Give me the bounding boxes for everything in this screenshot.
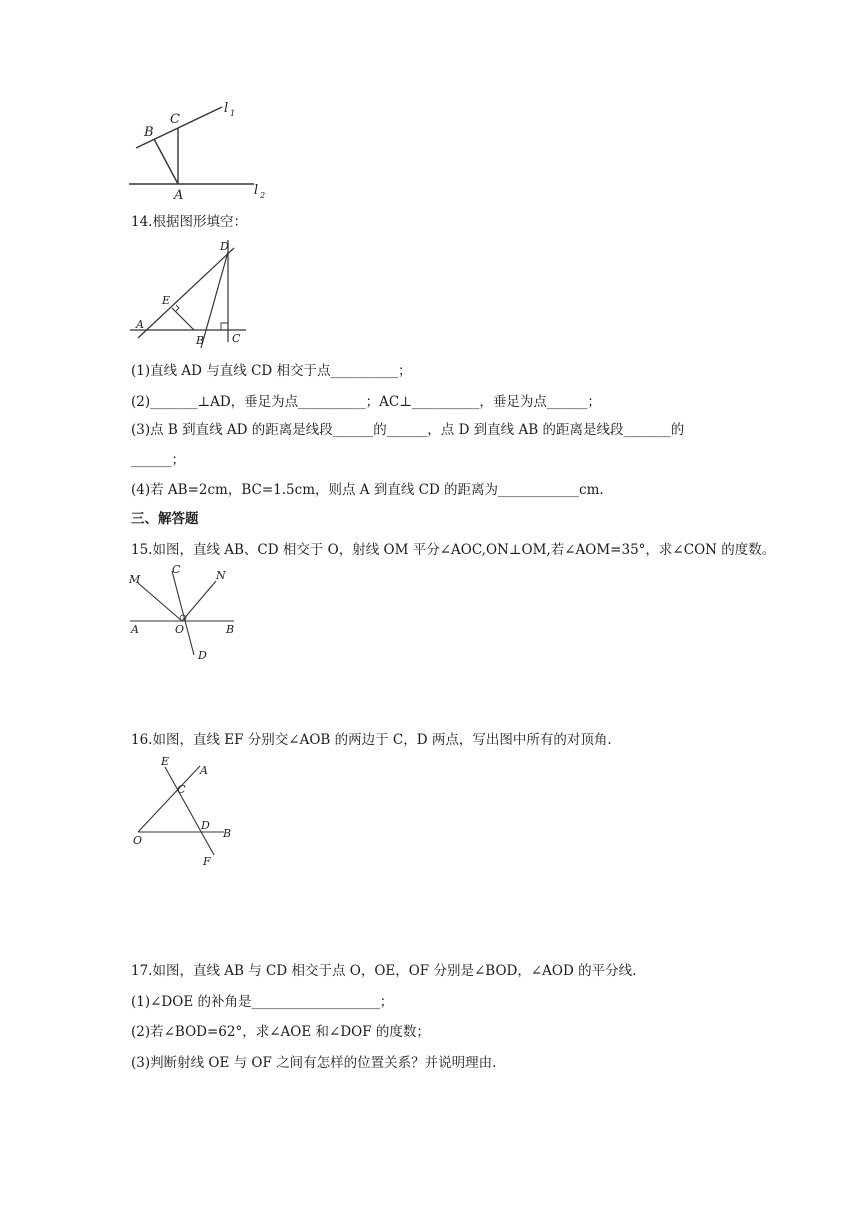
label-l2: l (254, 183, 259, 198)
line-ad (138, 248, 234, 338)
segment-ab (154, 139, 178, 184)
label-a: A (131, 623, 139, 636)
figure-q16 (128, 755, 232, 867)
q17-part3: (3)判断射线 OE 与 OF 之间有怎样的位置关系？并说明理由. (131, 1055, 497, 1071)
label-o: O (175, 623, 185, 636)
label-c: C (177, 783, 186, 796)
label-b: B (196, 334, 205, 347)
label-b: B (223, 827, 232, 840)
section-three-heading: 三、解答题 (131, 511, 199, 527)
label-o: O (133, 834, 143, 847)
label-l1-sub: 1 (230, 109, 236, 118)
label-d: D (201, 819, 210, 832)
q17-text: 17.如图，直线 AB 与 CD 相交于点 O，OE，OF 分别是∠BOD，∠AOD 的平分线. (131, 963, 637, 979)
q15-text: 15.如图，直线 AB、CD 相交于 O，射线 OM 平分∠AOC,ON⊥OM,若∠AOM=35°，求∠CON 的度数。 (131, 542, 776, 558)
label-e: E (162, 294, 171, 307)
q14-part4: (4)若 AB=2cm，BC=1.5cm，则点 A 到直线 CD 的距离为____________cm. (131, 482, 604, 498)
label-b: B (144, 125, 154, 140)
q17-part1: (1)∠DOE 的补角是___________________； (131, 994, 394, 1010)
figure-q15 (128, 563, 238, 663)
label-l2-sub: 2 (260, 191, 266, 200)
label-m: M (129, 573, 141, 586)
label-l1: l (224, 101, 229, 116)
ray-on (182, 581, 216, 621)
label-c: C (232, 332, 241, 345)
label-a: A (174, 188, 184, 202)
label-n: N (216, 569, 226, 582)
label-a: A (200, 764, 208, 777)
figure-q13 (126, 98, 276, 202)
label-d: D (198, 649, 207, 662)
q14-part3: (3)点 B 到直线 AD 的距离是线段______的______，点 D 到直线 AB 的距离是线段_______的 (131, 422, 685, 438)
segment-be (172, 308, 194, 330)
label-d: D (220, 240, 229, 253)
line-cd (172, 571, 194, 655)
label-c: C (170, 112, 180, 127)
q14-part3-cont: ______； (131, 452, 185, 468)
q17-part2: (2)若∠BOD=62°，求∠AOE 和∠DOF 的度数； (131, 1024, 430, 1040)
q14-part1: (1)直线 AD 与直线 CD 相交于点__________； (131, 363, 412, 379)
q16-text: 16.如图，直线 EF 分别交∠AOB 的两边于 C，D 两点，写出图中所有的对顶角. (131, 732, 612, 748)
ray-om (138, 583, 182, 621)
label-a: A (136, 318, 144, 331)
figure-q14 (128, 238, 252, 348)
label-e: E (161, 755, 170, 768)
right-angle-e (176, 305, 179, 311)
q14-title: 14.根据图形填空： (131, 214, 247, 230)
right-angle-c (221, 323, 228, 330)
label-c: C (172, 563, 181, 576)
label-b: B (226, 623, 235, 636)
q14-part2: (2)_______⊥AD，垂足为点__________；AC⊥__________，垂足为点______； (131, 394, 601, 410)
label-f: F (203, 855, 211, 867)
line-oa (138, 766, 200, 832)
line-ef (165, 767, 214, 855)
